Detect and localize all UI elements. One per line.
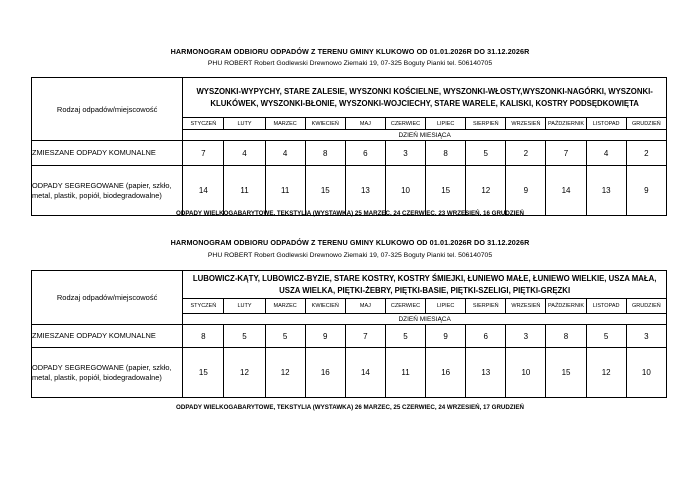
- collection-day: 12: [466, 166, 506, 216]
- month-header: MARZEC: [265, 118, 305, 130]
- collection-day: 13: [586, 166, 626, 216]
- month-header: PAŹDZIERNIK: [546, 299, 586, 314]
- collection-day: 15: [183, 348, 224, 398]
- waste-type-label: ZMIESZANE ODPADY KOMUNALNE: [32, 325, 183, 348]
- month-header: CZERWIEC: [385, 118, 425, 130]
- collection-day: 15: [546, 348, 586, 398]
- month-header: LUTY: [224, 299, 265, 314]
- month-header: LIPIEC: [426, 299, 466, 314]
- collection-day: 14: [183, 166, 224, 216]
- villages-list: LUBOWICZ-KĄTY, LUBOWICZ-BYZIE, STARE KOSTRY, KOSTRY ŚMIEJKI, ŁUNIEWO MAŁE, ŁUNIEWO WIELKIE, USZA MAŁA, USZA WIELKA, PIĘTKI-ŻEBRY, PIĘTKI-BASIE, PIĘTKI-SZELIGI, PIĘTKI-GRĘZKI: [183, 271, 667, 299]
- company-info: PHU ROBERT Robert Godlewski Drewnowo Ziemaki 19, 07-325 Boguty Pianki tel. 506140705: [207, 252, 493, 259]
- collection-day: 2: [626, 141, 666, 166]
- month-header: STYCZEŃ: [183, 299, 224, 314]
- collection-day: 7: [345, 325, 385, 348]
- collection-day: 6: [466, 325, 506, 348]
- schedule-table: [31, 270, 667, 398]
- collection-day: 7: [183, 141, 224, 166]
- day-of-month-label: DZIEŃ MIESIĄCA: [183, 130, 667, 141]
- bulky-waste-note: ODPADY WIELKOGABARYTOWE, TEKSTYLIA (WYSTAWKA) 25 MARZEC, 24 CZERWIEC, 23 WRZESIEŃ, 16 GRUDZIEŃ: [176, 210, 524, 217]
- waste-row: [32, 166, 667, 216]
- collection-day: 13: [345, 166, 385, 216]
- waste-type-label: ODPADY SEGREGOWANE (papier, szkło, metal, plastik, popiół, biodegradowalne): [32, 166, 183, 216]
- month-header: MAJ: [345, 299, 385, 314]
- month-header: CZERWIEC: [385, 299, 425, 314]
- collection-day: 6: [345, 141, 385, 166]
- collection-day: 5: [586, 325, 626, 348]
- month-header: MAJ: [345, 118, 385, 130]
- collection-day: 14: [345, 348, 385, 398]
- month-header: KWIECIEŃ: [305, 118, 345, 130]
- collection-day: 5: [385, 325, 425, 348]
- month-header: GRUDZIEŃ: [626, 118, 666, 130]
- collection-day: 13: [466, 348, 506, 398]
- waste-type-label: ZMIESZANE ODPADY KOMUNALNE: [32, 141, 183, 166]
- month-header: WRZESIEŃ: [506, 118, 546, 130]
- collection-day: 11: [385, 348, 425, 398]
- collection-day: 11: [224, 166, 265, 216]
- month-header: LUTY: [224, 118, 265, 130]
- month-header: WRZESIEŃ: [506, 299, 546, 314]
- collection-day: 8: [305, 141, 345, 166]
- collection-day: 12: [265, 348, 305, 398]
- month-header: GRUDZIEŃ: [626, 299, 666, 314]
- collection-day: 12: [586, 348, 626, 398]
- month-header: SIERPIEŃ: [466, 299, 506, 314]
- collection-day: 12: [224, 348, 265, 398]
- collection-day: 5: [466, 141, 506, 166]
- collection-day: 9: [506, 166, 546, 216]
- waste-row: [32, 348, 667, 398]
- collection-day: 8: [426, 141, 466, 166]
- collection-day: 4: [224, 141, 265, 166]
- collection-day: 5: [224, 325, 265, 348]
- schedule-table: [31, 77, 667, 216]
- waste-type-label: ODPADY SEGREGOWANE (papier, szkło, metal, plastik, popiół, biodegradowalne): [32, 348, 183, 398]
- collection-day: 14: [546, 166, 586, 216]
- month-header: LISTOPAD: [586, 299, 626, 314]
- villages-row: [32, 78, 667, 118]
- collection-day: 5: [265, 325, 305, 348]
- day-of-month-label: DZIEŃ MIESIĄCA: [183, 314, 667, 325]
- collection-day: 8: [183, 325, 224, 348]
- month-header: LIPIEC: [426, 118, 466, 130]
- collection-day: 16: [305, 348, 345, 398]
- collection-day: 10: [626, 348, 666, 398]
- month-header: KWIECIEŃ: [305, 299, 345, 314]
- collection-day: 15: [426, 166, 466, 216]
- collection-day: 3: [626, 325, 666, 348]
- month-header: PAŹDZIERNIK: [546, 118, 586, 130]
- waste-type-header: Rodzaj odpadów/miejscowość: [32, 78, 183, 141]
- collection-day: 10: [506, 348, 546, 398]
- collection-day: 8: [546, 325, 586, 348]
- collection-day: 7: [546, 141, 586, 166]
- month-header: MARZEC: [265, 299, 305, 314]
- month-header: STYCZEŃ: [183, 118, 224, 130]
- waste-row: [32, 141, 667, 166]
- collection-day: 3: [506, 325, 546, 348]
- month-header: LISTOPAD: [586, 118, 626, 130]
- waste-type-header: Rodzaj odpadów/miejscowość: [32, 271, 183, 325]
- villages-row: [32, 271, 667, 299]
- collection-day: 2: [506, 141, 546, 166]
- collection-day: 15: [305, 166, 345, 216]
- company-info: PHU ROBERT Robert Godlewski Drewnowo Ziemaki 19, 07-325 Boguty Pianki tel. 506140705: [207, 60, 493, 67]
- schedule-title: HARMONOGRAM ODBIORU ODPADÓW Z TERENU GMINY KLUKOWO OD 01.01.2026R DO 31.12.2026R: [170, 47, 530, 56]
- collection-day: 11: [265, 166, 305, 216]
- bulky-waste-note: ODPADY WIELKOGABARYTOWE, TEKSTYLIA (WYSTAWKA) 26 MARZEC, 25 CZERWIEC, 24 WRZESIEŃ, 17 GRUDZIEŃ: [176, 404, 524, 411]
- collection-day: 16: [426, 348, 466, 398]
- schedule-title: HARMONOGRAM ODBIORU ODPADÓW Z TERENU GMINY KLUKOWO OD 01.01.2026R DO 31.12.2026R: [170, 238, 530, 247]
- month-header: SIERPIEŃ: [466, 118, 506, 130]
- collection-day: 3: [385, 141, 425, 166]
- collection-day: 10: [385, 166, 425, 216]
- villages-list: WYSZONKI-WYPYCHY, STARE ZALESIE, WYSZONKI KOŚCIELNE, WYSZONKI-WŁOSTY,WYSZONKI-NAGÓRKI, WYSZONKI-KLUKÓWEK, WYSZONKI-BŁONIE, WYSZONKI-WOJCIECHY, STARE WARELE, KALISKI, KOSTRY PODSĘDKOWIĘTA: [183, 78, 667, 118]
- collection-day: 9: [305, 325, 345, 348]
- waste-row: [32, 325, 667, 348]
- collection-day: 9: [626, 166, 666, 216]
- collection-day: 9: [426, 325, 466, 348]
- collection-day: 4: [586, 141, 626, 166]
- collection-day: 4: [265, 141, 305, 166]
